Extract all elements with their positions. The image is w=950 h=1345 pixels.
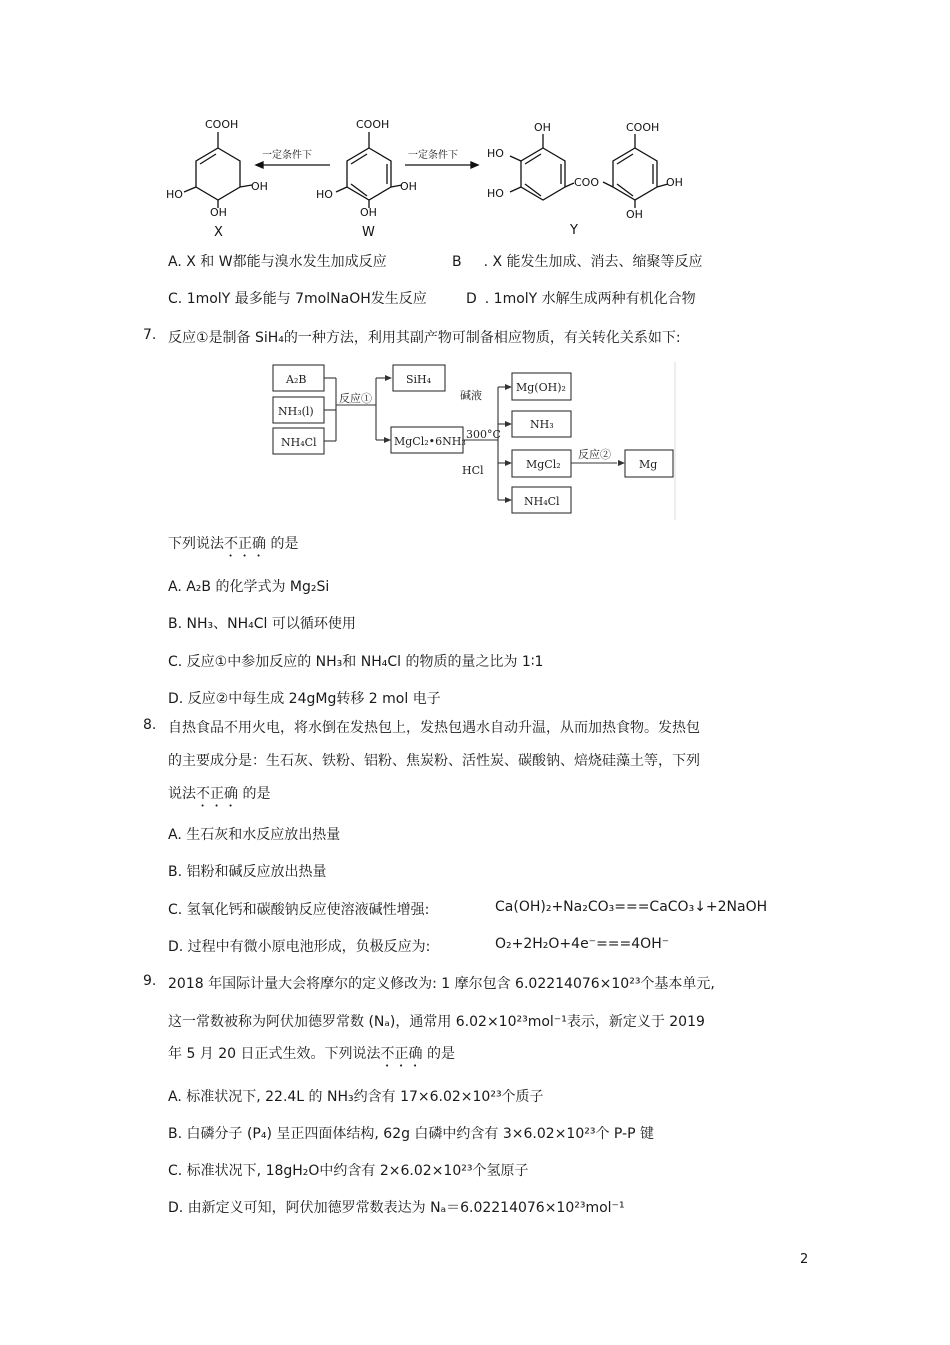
reaction-structures [150, 108, 710, 243]
flow-a2b: A₂B [286, 373, 307, 386]
y-ho-lower-label: HO [487, 187, 504, 200]
q7-option-b: B. NH₃、NH₄Cl 可以循环使用 [168, 616, 356, 632]
flow-nh3-liquid: NH₃(l) [278, 405, 314, 418]
q9-option-c: C. 标准状况下, 18gH₂O中约含有 2×6.02×10²³个氢原子 [168, 1163, 529, 1179]
x-ho-label: HO [166, 188, 183, 201]
q7-flow-diagram [272, 362, 677, 520]
q7-question: 下列说法不正确 的是 [168, 536, 299, 552]
y-oh-bottom-label: OH [626, 208, 643, 221]
w-compound-label: W [362, 225, 375, 240]
q6-option-d: D . 1molY 水解生成两种有机化合物 [466, 291, 696, 307]
q9-option-b: B. 白磷分子 (P₄) 呈正四面体结构, 62g 白磷中约含有 3×6.02×10²³个 P-P 键 [168, 1126, 654, 1142]
y-ho-upper-label: HO [487, 147, 504, 160]
page-number: 2 [800, 1252, 809, 1267]
flow-alkali: 碱液 [460, 389, 482, 402]
flow-300c: 300°C [466, 428, 501, 441]
flow-reaction-2: 反应② [578, 448, 611, 461]
flow-mg: Mg [639, 458, 658, 471]
y-cooh-label: COOH [626, 121, 660, 134]
w-ho-label: HO [316, 188, 333, 201]
q6-option-c: C. 1molY 最多能与 7molNaOH发生反应 [168, 291, 427, 307]
q9-stem-line3: 年 5 月 20 日正式生效。下列说法不正确 的是 [168, 1046, 455, 1062]
x-compound-label: X [214, 225, 223, 240]
q8-option-a: A. 生石灰和水反应放出热量 [168, 827, 341, 843]
x-oh-bottom-label: OH [210, 206, 227, 219]
flow-nh4cl-output: NH₄Cl [524, 495, 560, 508]
q7-stem: 反应①是制备 SiH₄的一种方法，利用其副产物可制备相应物质，有关转化关系如下: [168, 330, 681, 346]
q8-stem-line1: 自热食品不用火电，将水倒在发热包上，发热包遇水自动升温，从而加热食物。发热包 [168, 720, 700, 736]
flow-nh3: NH₃ [530, 418, 554, 431]
q8-number: 8. [143, 717, 157, 733]
y-oh-top-label: OH [534, 121, 551, 134]
y-oh-right-label: OH [666, 176, 683, 189]
q7-option-d: D. 反应②中每生成 24gMg转移 2 mol 电子 [168, 691, 441, 707]
x-cooh-label: COOH [205, 118, 239, 131]
w-oh-bottom-label: OH [360, 206, 377, 219]
q9-number: 9. [143, 973, 157, 989]
flow-hcl: HCl [462, 464, 484, 477]
q8-stem-line2: 的主要成分是：生石灰、铁粉、铝粉、焦炭粉、活性炭、碳酸钠、焙烧硅藻土等，下列 [168, 753, 700, 769]
q7-option-c: C. 反应①中参加反应的 NH₃和 NH₄Cl 的物质的量之比为 1∶1 [168, 654, 544, 670]
q7-number: 7. [143, 327, 157, 343]
flow-reaction-1: 反应① [339, 392, 372, 405]
flow-mgoh2: Mg(OH)₂ [516, 381, 566, 394]
arrow-left-condition: 一定条件下 [262, 150, 312, 161]
q9-stem-line2: 这一常数被称为阿伏加德罗常数 (Nₐ)，通常用 6.02×10²³mol⁻¹表示，新定义于 2019 [168, 1014, 705, 1030]
q9-option-d: D. 由新定义可知，阿伏加德罗常数表达为 Nₐ＝6.02214076×10²³mol⁻¹ [168, 1200, 625, 1216]
q8-option-c: C. 氢氧化钙和碳酸钠反应使溶液碱性增强: Ca(OH)₂+Na₂CO₃===CaCO₃↓+2NaOH [168, 899, 768, 918]
flow-mgcl2-6nh3: MgCl₂•6NH₃ [394, 435, 466, 448]
y-compound-label: Y [570, 223, 578, 238]
flow-nh4cl-input: NH₄Cl [281, 436, 317, 449]
q8-option-d: D. 过程中有微小原电池形成，负极反应为: O₂+2H₂O+4e⁻===4OH⁻ [168, 936, 670, 955]
x-oh-right-label: OH [251, 180, 268, 193]
q7-option-a: A. A₂B 的化学式为 Mg₂Si [168, 579, 330, 595]
q6-option-a: A. X 和 W都能与溴水发生加成反应 [168, 254, 387, 270]
flow-mgcl2: MgCl₂ [526, 458, 561, 471]
w-oh-right-label: OH [400, 180, 417, 193]
y-coo-label: COO [574, 176, 599, 189]
q8-question: 说法不正确 的是 [168, 786, 271, 802]
q8-option-b: B. 铝粉和碱反应放出热量 [168, 864, 327, 880]
q9-stem-line1: 2018 年国际计量大会将摩尔的定义修改为: 1 摩尔包含 6.02214076×10²³个基本单元, [168, 976, 715, 992]
q6-option-b: B . X 能发生加成、消去、缩聚等反应 [452, 254, 703, 270]
w-cooh-label: COOH [356, 118, 390, 131]
flow-sih4: SiH₄ [406, 373, 432, 386]
arrow-right-condition: 一定条件下 [408, 150, 458, 161]
q9-option-a: A. 标准状况下, 22.4L 的 NH₃约含有 17×6.02×10²³个质子 [168, 1089, 544, 1105]
